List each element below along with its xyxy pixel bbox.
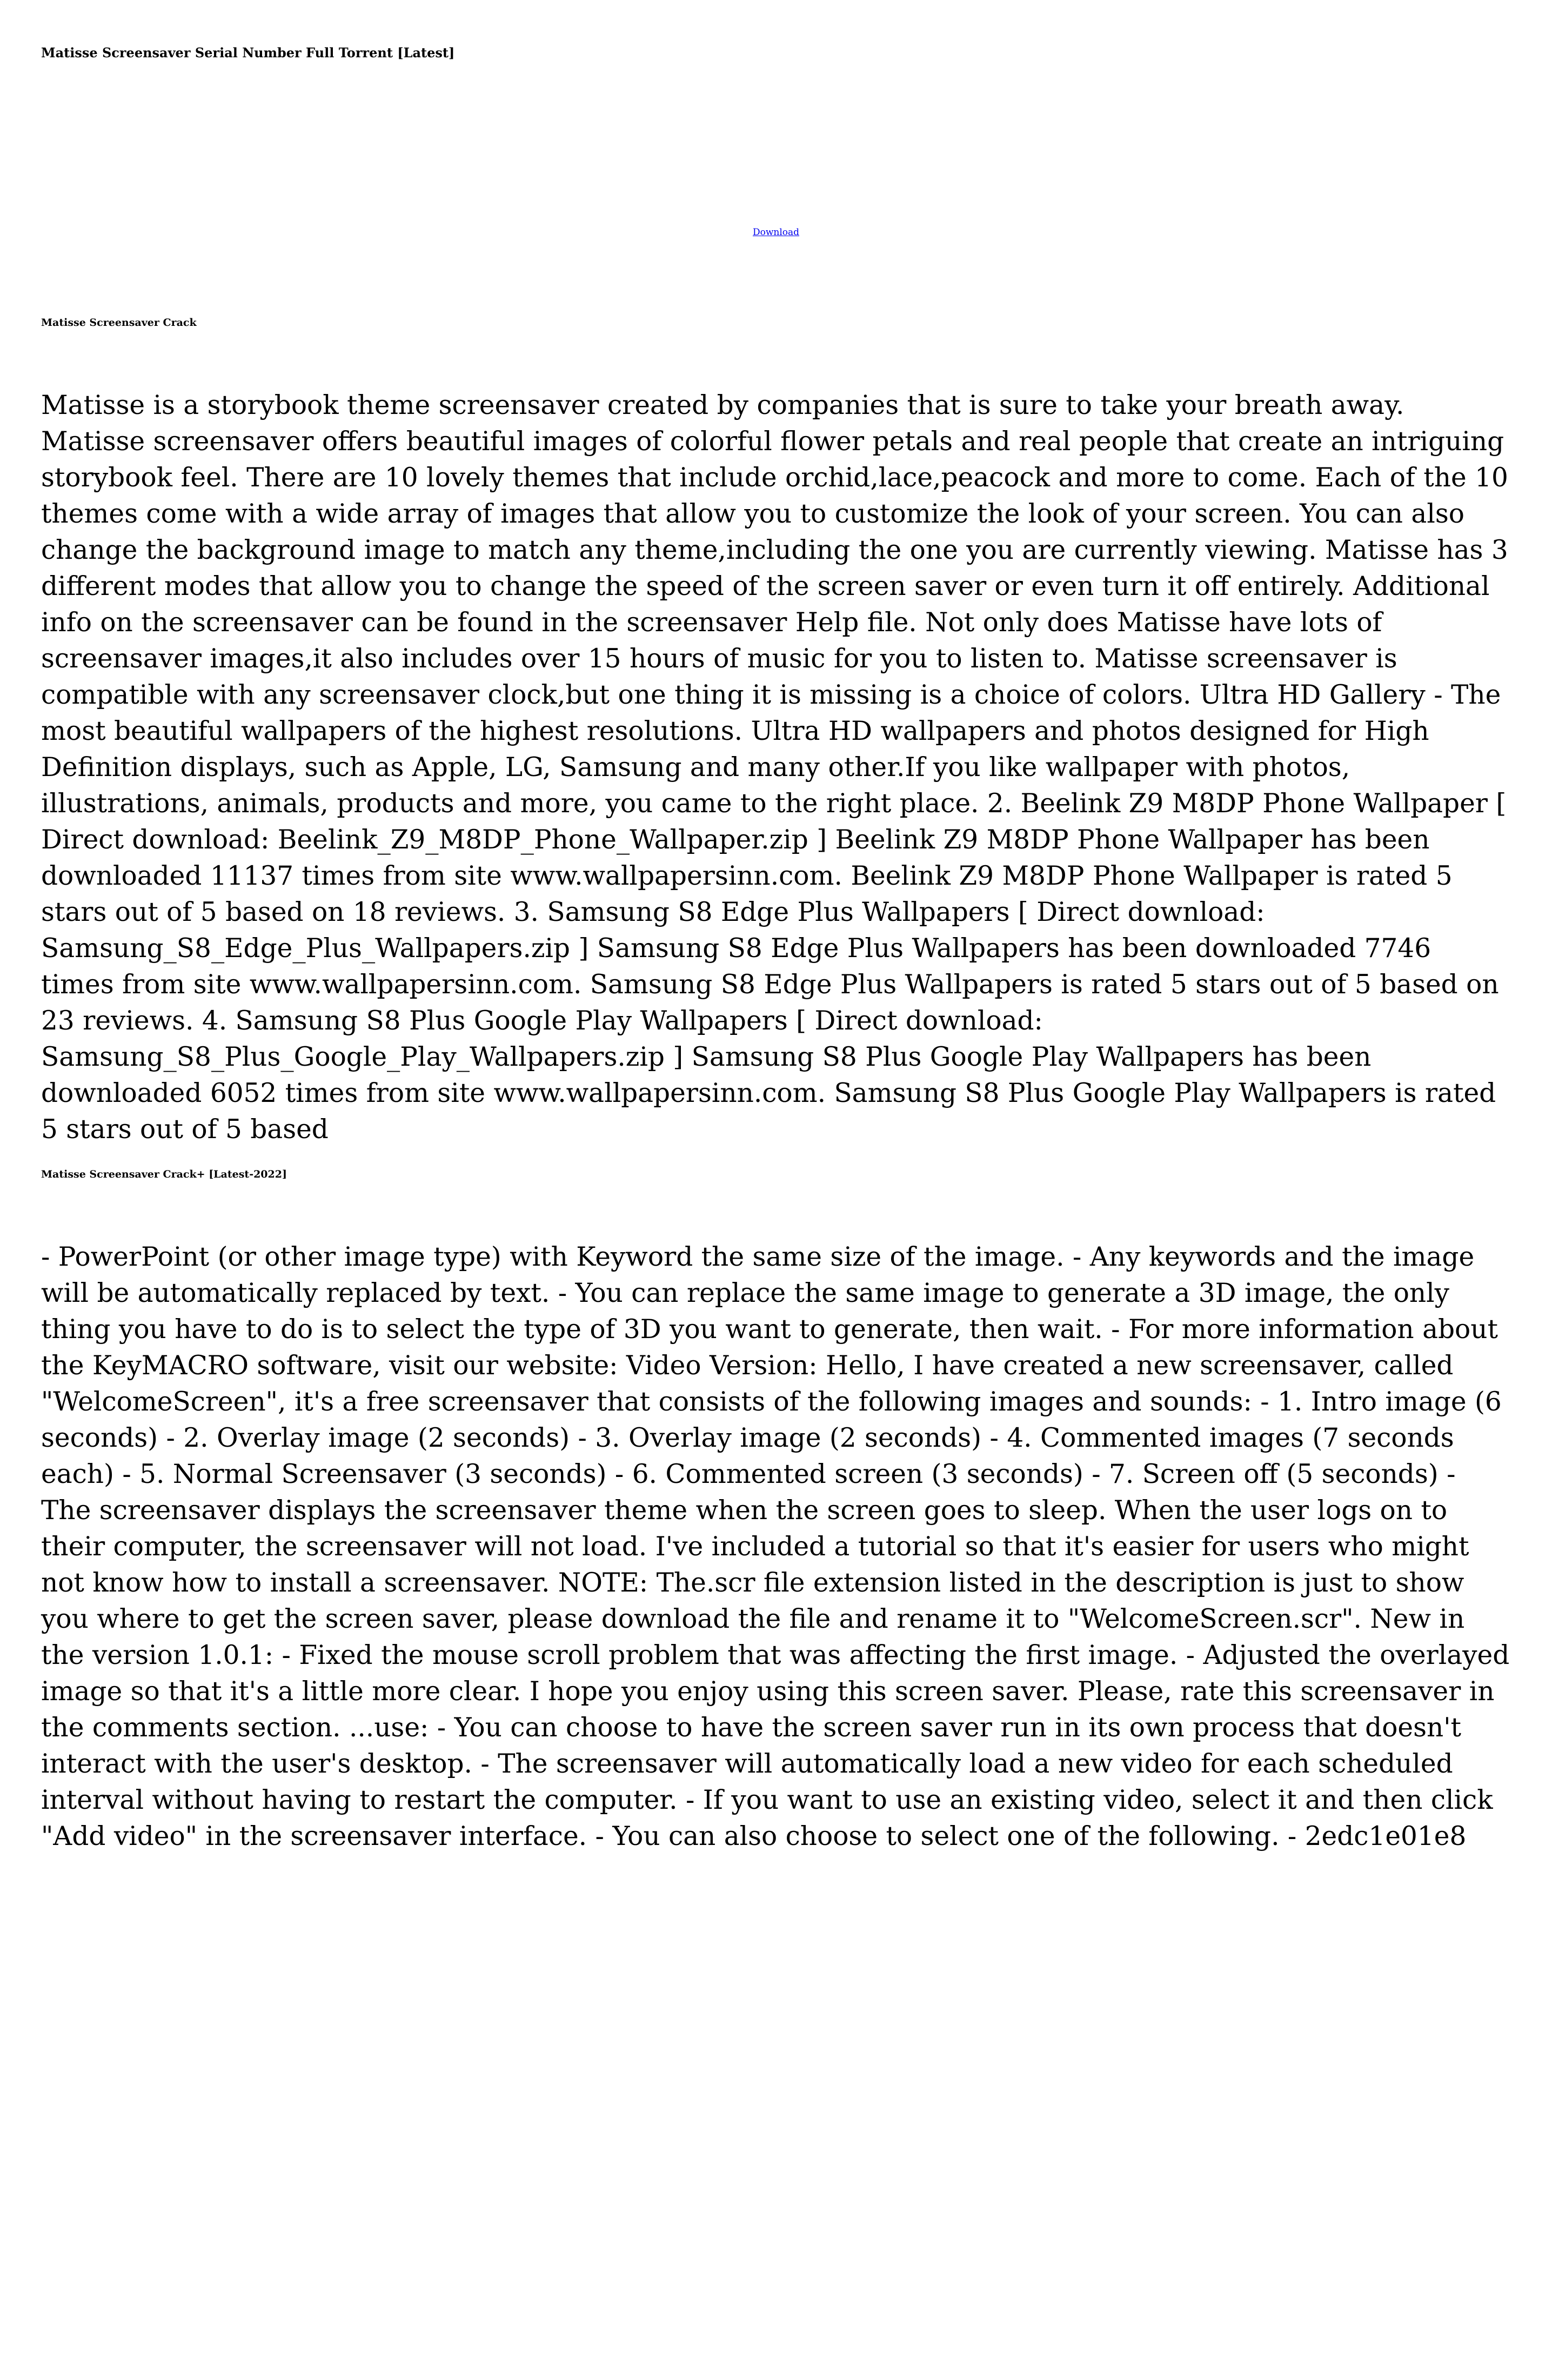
section-heading-crack: Matisse Screensaver Crack xyxy=(41,317,197,329)
download-link[interactable]: Download xyxy=(752,227,800,238)
section-body-keymacro: - PowerPoint (or other image type) with Keyword the same size of the image. - Any keywords and the image will be automatically replaced by text. - You can replace the same image to generate a 3D image, the only thing you have to do is to select the type of 3D you want to generate, then wait. - For more information about the KeyMACRO software, visit our website: Video Version: Hello, I have created a new screensaver, called "WelcomeScreen", it's a free screensaver that consists of the following images and sounds: - 1. Intro image (6 seconds) - 2. Overlay image (2 seconds) - 3. Overlay image (2 seconds) - 4. Commented images (7 seconds each) - 5. Normal Screensaver (3 seconds) - 6. Commented screen (3 seconds) - 7. Screen off (5 seconds) - The screensaver displays the screensaver theme when the screen goes to sleep. When the user logs on to their computer, the screensaver will not load. I've included a tutorial so that it's easier for users who might not know how to install a screensaver. NOTE: The.scr file extension listed in the description is just to show you where to get the screen saver, please download the file and rename it to "WelcomeScreen.scr". New in the version 1.0.1: - Fixed the mouse scroll problem that was affecting the first image. - Adjusted the overlayed image so that it's a little more clear. I hope you enjoy using this screen saver. Please, rate this screensaver in the comments section. ...use: - You can choose to have the screen saver run in its own process that doesn't interact with the user's desktop. - The screensaver will automatically load a new video for each scheduled interval without having to restart the computer. - If you want to use an existing video, select it and then click "Add video" in the screensaver interface. - You can also choose to select one of the following. - 2edc1e01e8 xyxy=(41,1242,1510,1851)
section-heading-crack-latest: Matisse Screensaver Crack+ [Latest-2022] xyxy=(41,1168,287,1180)
page-title: Matisse Screensaver Serial Number Full Torrent [Latest] xyxy=(41,45,455,61)
download-area xyxy=(41,226,1511,239)
section-body-description: Matisse is a storybook theme screensaver created by companies that is sure to take your breath away. Matisse screensaver offers beautiful images of colorful flower petals and real people that create an intriguing storybook feel. There are 10 lovely themes that include orchid,lace,peacock and more to come. Each of the 10 themes come with a wide array of images that allow you to customize the look of your screen. You can also change the background image to match any theme,including the one you are currently viewing. Matisse has 3 different modes that allow you to change the speed of the screen saver or even turn it off entirely. Additional info on the screensaver can be found in the screensaver Help file. Not only does Matisse have lots of screensaver images,it also includes over 15 hours of music for you to listen to. Matisse screensaver is compatible with any screensaver clock,but one thing it is missing is a choice of colors. Ultra HD Gallery - The most beautiful wallpapers of the highest resolutions. Ultra HD wallpapers and photos designed for High Definition displays, such as Apple, LG, Samsung and many other.If you like wallpaper with photos, illustrations, animals, products and more, you came to the right place. 2. Beelink Z9 M8DP Phone Wallpaper [ Direct download: Beelink_Z9_M8DP_Phone_Wallpaper.zip ] Beelink Z9 M8DP Phone Wallpaper has been downloaded 11137 times from site www.wallpapersinn.com. Beelink Z9 M8DP Phone Wallpaper is rated 5 stars out of 5 based on 18 reviews. 3. Samsung S8 Edge Plus Wallpapers [ Direct download: Samsung_S8_Edge_Plus_Wallpapers.zip ] Samsung S8 Edge Plus Wallpapers has been downloaded 7746 times from site www.wallpapersinn.com. Samsung S8 Edge Plus Wallpapers is rated 5 stars out of 5 based on 23 reviews. 4. Samsung S8 Plus Google Play Wallpapers [ Direct download: Samsung_S8_Plus_Google_Play_Wallpapers.zip ] Samsung S8 Plus Google Play Wallpapers has been downloaded 6052 times from site www.wallpapersinn.com. Samsung S8 Plus Google Play Wallpapers is rated 5 stars out of 5 based xyxy=(41,390,1508,1145)
